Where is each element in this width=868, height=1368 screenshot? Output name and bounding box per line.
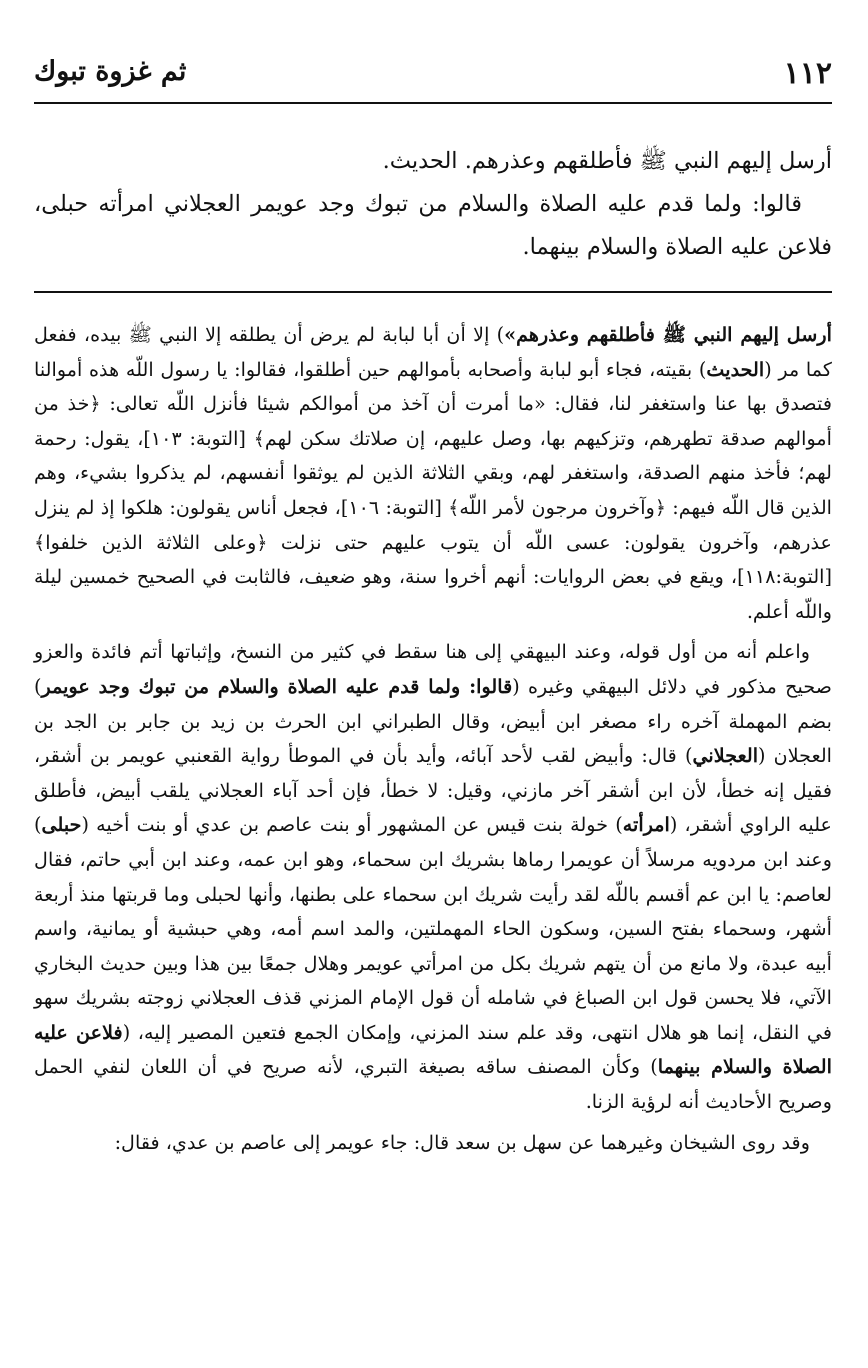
commentary-text: ) بضم المهملة آخره راء مصغر ابن أبيض، وقال الطبراني ابن الحرث بن زيد بن جابر بن الجد بن العجلان ( [34,674,832,768]
page-number: ١١٢ [783,56,832,91]
commentary-text: واعلم أنه من أول قوله، وعند البيهقي إلى هنا سقط في كثير من النسخ، وإثباتها أتم فائدة والعزو صحيح مذكور في دلائل البيهقي وغيره ( [34,640,832,698]
commentary-text: ) بقيته، فجاء أبو لبابة وأصحابه بأموالهم حين أطلقوا، فقالوا: يا رسول اللّه هذه أموالنا فتصدق بها عنا واستغفر لنا، فقال: «ما أمرت أن آخذ من أموالكم شيئا فأنزل اللّه تعالى: ﴿خذ من أموالهم صدقة تطهرهم، وتزكيهم بها، وصل عليهم، إن صلاتك سكن لهم﴾ [التوبة: ١٠٣]، يقول: رحمة لهم؛ فأخذ منهم الصدقة، واستغفر لهم، وبقي الثلاثة الذين لم يوثقوا أنفسهم، لم يذكروا بشيء، وهم الذين قال اللّه فيهم: ﴿وآخرون مرجون لأمر اللّه﴾ [التوبة: ١٠٦]، فجعل أناس يقولون: هلكوا إذ لم ينزل عذرهم، وآخرون يقولون: عسى اللّه أن يتوب عليهم حتى نزلت ﴿وعلى الثلاثة الذين خلفوا﴾ [التوبة:١١٨]، ويقع في بعض الروايات: أنهم أخروا سنة، وهو ضعيف، فالثابت في الصحيح خمسين ليلة واللّه أعلم. [34,357,833,623]
quoted-phrase: العجلاني [692,744,759,768]
commentary-text: ) قال: وأبيض لقب لأحد آبائه، وأيد بأن في الموطأ رواية القعنبي عويمر بن أشقر، فقيل إنه خطأ، لأن ابن أشقر آخر مازني، وقيل: لا خطأ، فإن أحد آباء العجلاني يلقب أبيض، فأطلق عليه الراوي أشقر، ( [34,744,833,837]
quoted-phrase: امرأته [622,813,670,837]
quoted-phrase: فلاعن عليه الصلاة والسلام بينهما [34,1020,832,1079]
main-text [34,140,832,269]
commentary-paragraph-1 [34,318,832,629]
commentary-paragraph-2 [34,635,832,1119]
quoted-phrase: قالوا: ولما قدم عليه الصلاة والسلام من تبوك وجد عويمر [41,674,513,698]
page-header [34,52,832,104]
main-text-line-2: قالوا: ولما قدم عليه الصلاة والسلام من تبوك وجد عويمر العجلاني امرأته حبلى، فلاعن عليه الصلاة والسلام بينهما. [34,191,832,260]
commentary-paragraph-3: وقد روى الشيخان وغيرهما عن سهل بن سعد قال: جاء عويمر إلى عاصم بن عدي، فقال: [114,1130,810,1154]
quoted-phrase: حبلى [41,813,82,837]
commentary [34,318,832,1166]
commentary-text: ) وكأن المصنف ساقه بصيغة التبري، لأنه صريح في أن اللعان لنفي الحمل وصريح الأحاديث أنه لرؤية الزنا. [34,1055,832,1114]
running-title: ثم غزوة تبوك [34,56,187,87]
main-text-line-1: أرسل إليهم النبي ﷺ فأطلقهم وعذرهم. الحديث. [382,148,832,174]
commentary-text: ) خولة بنت قيس عن المشهور أو بنت عاصم بن عدي أو بنت أخيه ( [81,813,623,837]
quoted-phrase: أرسل إليهم النبي ﷺ فأطلقهم وعذرهم» [504,323,832,346]
quoted-phrase: الحديث [706,357,765,381]
text-divider [34,291,832,293]
commentary-text: ) إلا أن أبا لبابة لم يرض أن يطلقه إلا النبي ﷺ بيده، ففعل كما مر ( [34,323,832,381]
commentary-text: ) وعند ابن مردويه مرسلاً أن عويمرا رماها بشريك ابن سحماء، وهو ابن عمه، وعند ابن أبي حاتم، فقال لعاصم: يا ابن عم أقسم باللّه لقد رأيت شريك ابن سحماء على بطنها، وأنها لحبلى وما قربتها منذ أربعة أشهر، وسحماء بفتح السين، وسكون الحاء المهملتين، والمد اسم أمه، وهي حبشية أو يمانية، واسم أبيه عبدة، ولا مانع من أن يتهم شريك بكل من امرأتي عويمر وهلال جمعًا بين هذا وبين حديث البخاري الآتي، فلا يحسن قول ابن الصباغ في شامله أن قول الإمام المزني قذف العجلاني زوجته بشريك سهو في النقل، إنما هو هلال انتهى، وقد علم سند المزني، وإمكان الجمع فتعين المصير إليه، ( [34,813,833,1044]
